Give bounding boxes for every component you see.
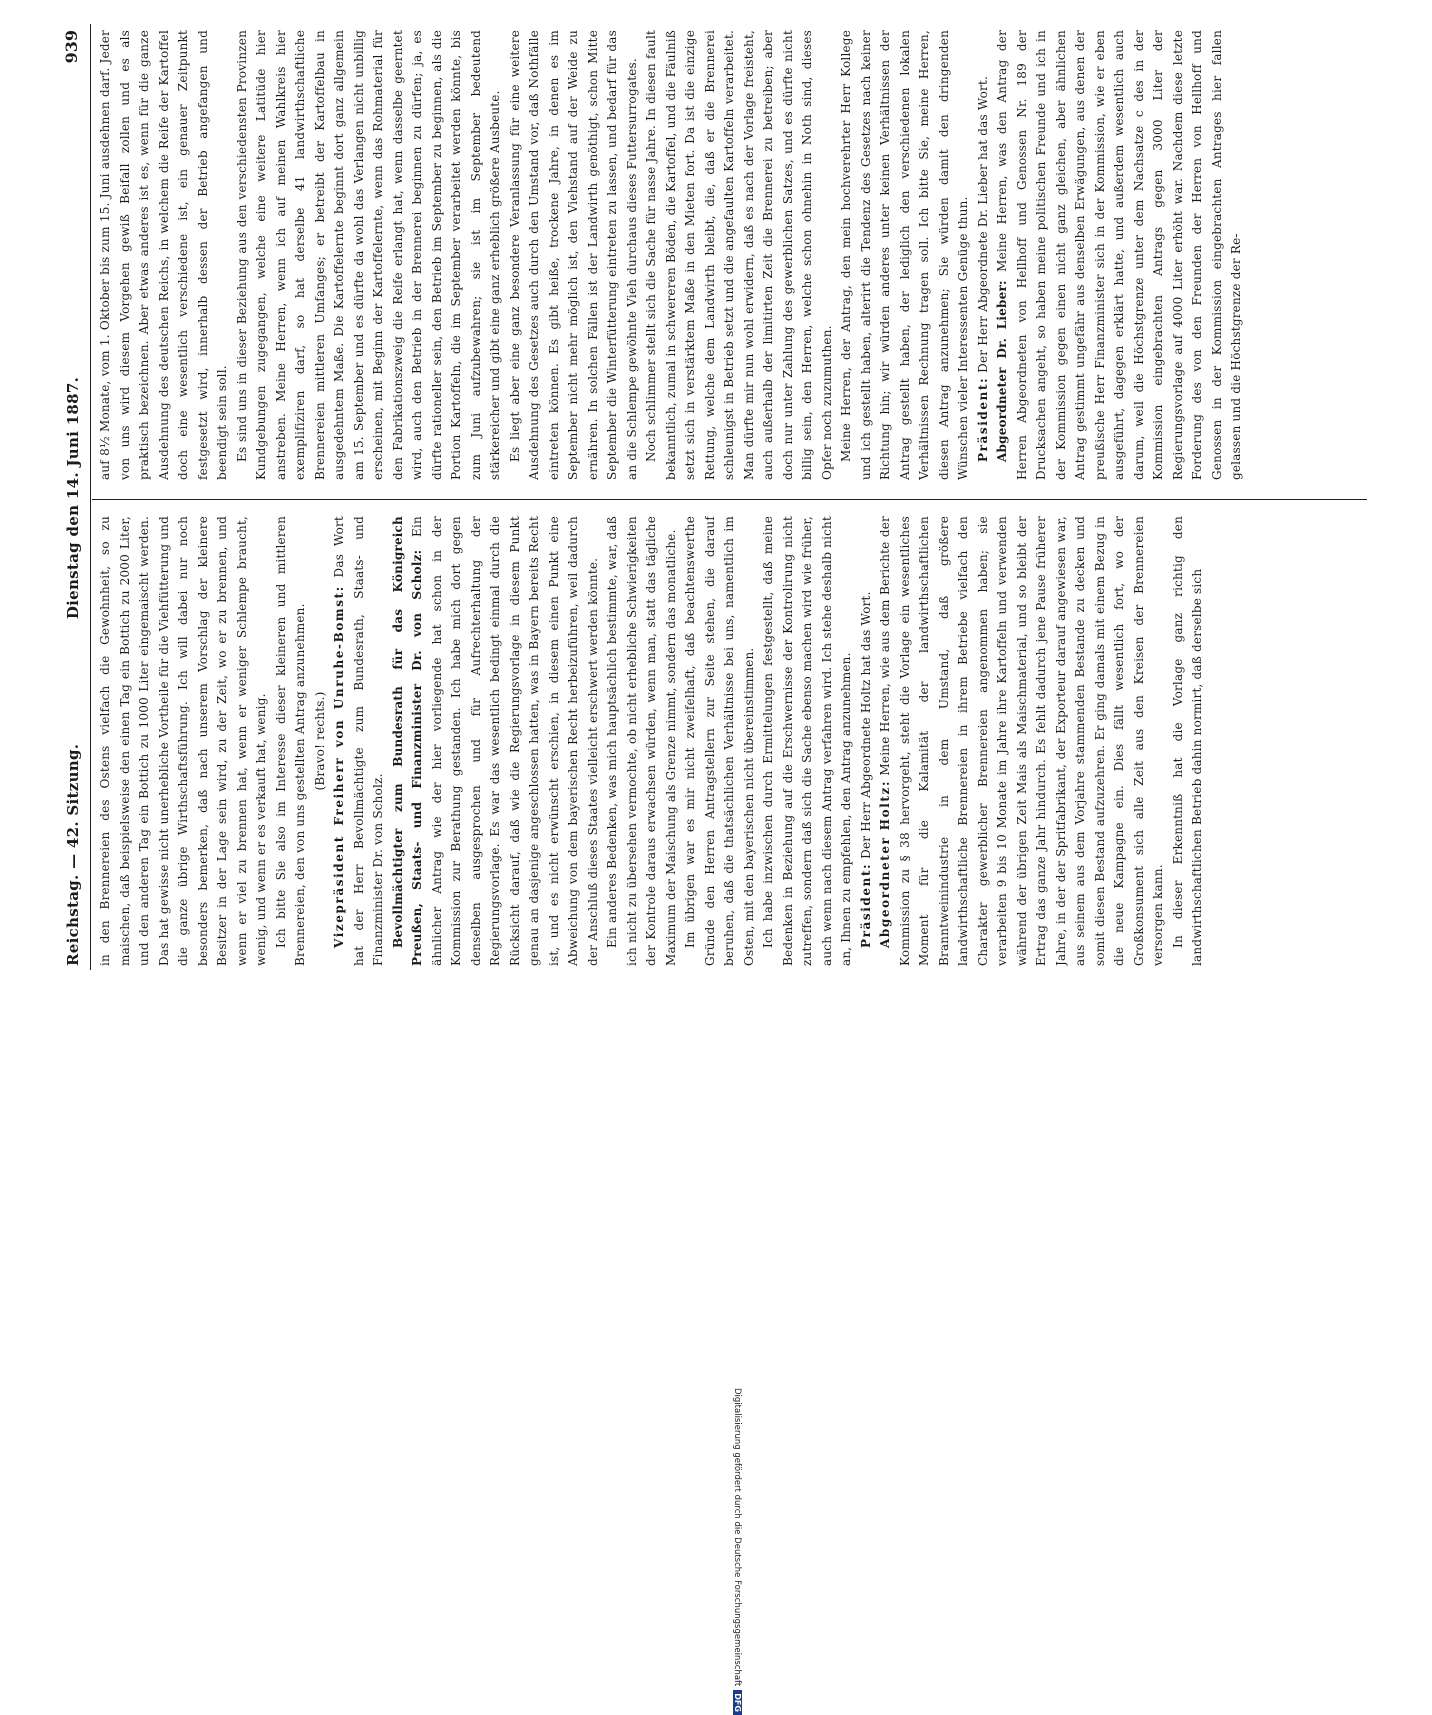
column-right [96,30,1371,480]
stamp-text: Digitalisierung gefördert durch die Deutsche Forschungsgemeinschaft [732,1388,742,1687]
speech-text: Meine Herren, was den Antrag der Herren Abgeordneten von Hellhoff und Genossen Nr. 189 der Drucksachen angeht, so haben meine politischen Freunde und ich in der Kommission gegen einen nicht ganz gleichen, aber ähnlichen Antrag gestimmt ungefähr aus denselben Erwägungen, aus denen der preußische Herr Finanzminister sich in der Kommission, wie er eben ausgeführt, dagegen erklärt hatte, und außerdem wesentlich auch darum, weil die Höchstgrenze unter dem Nachsatze c des in der Kommission eingebrachten Antrags gegen 3000 Liter der Regierungsvorlage auf 4000 Liter erhöht war. Nachdem diese letzte Forderung des von den Freunden der Herren von Hellhoff und Genossen in der Kommission eingebrachten Antrages hier fallen gelassen und die Höchstgrenze der Re- [995,30,1243,480]
speech [974,30,994,480]
speaker-label: Bevollmächtigter zum Bundesrath für das Königreich Preußen, Staats- und Finanzminister Dr. von Scholz: [390,516,424,966]
digitization-stamp [712,1388,742,1712]
interjection: (Bravo! rechts.) [312,691,327,791]
header-session: Reichstag. — 42. Sitzung. [64,743,82,966]
dfg-logo: DFG [733,1690,742,1715]
paragraph: auf 8½ Monate, vom 1. Oktober bis zum 15. Juni ausdehnen darf. Jeder von uns wird diesem Vorgehen gewiß Beifall zollen und es als praktisch bezeichnen. Aber etwas anderes ist es, wenn für die ganze Ausdehnung des deutschen Reichs, in welchem die Reife der Kartoffel doch eine wesentlich verschiedene ist, ein genauer Zeitpunkt festgesetzt wird, innerhalb dessen der Betrieb angefangen und beendigt sein soll. [98,30,229,480]
speech-text: Meine Herren, wie aus dem Berichte der Kommission zu § 38 hervorgeht, steht die Vorlage ein wesentliches Moment für die Kalamität der landwirthschaftlichen Branntweinindustrie in dem Umstand, daß größere landwirthschaftliche Brennereien in ihrem Betriebe vielfach den Charakter gewerblicher Brennereien angenommen haben; sie verarbeiten 9 bis 10 Monate im Jahre ihre Kartoffeln und verwenden während der übrigen Zeit Mais als Maischmaterial, und so bleibt der Ertrag das ganze Jahr hindurch. Es fehlt dadurch jene Pause früherer Jahre, in der der Spritfabrikant, der Exporteur darauf angewiesen war, aus seinem aus dem Vorjahre stammenden Bestande zu decken und somit diesen Bestand aufzuzehren. Er ging damals mit einem Bezug in die neue Kampagne ein. Dies fällt wesentlich fort, wo der Großkonsument sich alle Zeit aus den Kreisen der Brennereien versorgen kann. [878,516,1165,966]
paragraph: Ich bitte Sie also im Interesse dieser kleineren und mittleren Brennereien, den von uns gestellten Antrag anzunehmen. [273,516,307,966]
paragraph: in den Brennereien des Ostens vielfach die Gewohnheit, so zu maischen, daß beispielsweise den einen Tag ein Bottich zu 2000 Liter, und den anderen Tag ein Bottich zu 1000 Liter eingemaischt werden. Das hat gewisse nicht unerhebliche Vortheile für die Viehfütterung und die ganze übrige Wirthschaftsführung. Ich will dabei nur noch besonders bemerken, daß nach unserem Vorschlag der kleinere Besitzer in der Lage sein wird, zu der Zeit, wo er zu brennen, und wenn er viel zu brennen hat, wenn er weniger Schlempe braucht, wenig, und wenn er es verkauft hat, wenig. [98,516,268,966]
column-divider [92,499,1367,500]
speech-text: Das Wort hat der Herr Bevollmächtigte zum Bundesrath, Staats- und Finanzminister Dr. von Scholz. [332,516,385,966]
paragraph: Ein anderes Bedenken, was mich hauptsächlich bestimmte, war, daß ich nicht zu übersehen vermochte, ob nicht erhebliche Schwierigkeiten der Kontrole daraus erwachsen würden, wenn man, statt das tägliche Maximum der Maischung als Grenze nimmt, sondern das monatliche. [605,516,678,966]
paragraph: Im übrigen war es mir nicht zweifelhaft, daß beachtenswerthe Gründe den Herren Antragstellern zur Seite stehen, die darauf beruhen, daß die thatsächlichen Verhältnisse bei uns, namentlich im Osten, mit den bayerischen nicht übereinstimmen. [683,516,756,966]
speech [993,30,1247,480]
paragraph: Es sind uns in dieser Beziehung aus den verschiedensten Provinzen Kundgebungen zugegangen, welche eine weitere Latitüde hier anstreben. Meine Herren, wenn ich auf meinen Wahlkreis hier exemplifiziren darf, so hat derselbe 41 landwirthschaftliche Brennereien mittleren Umfanges; er betreibt der Kartoffelbau in ausgedehntem Maße. Die Kartoffelernte beginnt dort ganz allgemein am 15. September und es dürfte da wohl das Verlangen nicht unbillig erscheinen, mit Beginn der Kartoffelernte, wenn das Rohmaterial für den Fabrikationszweig die Reife erlangt hat, wenn dasselbe geerntet wird, auch den Betrieb in der Brennerei beginnen zu dürfen; ja, es dürfte rationeller sein, den Betrieb im September zu beginnen, als die Portion Kartoffeln, die im September verarbeitet werden könnte, bis zum Juni aufzubewahren; sie ist im September bedeutend stärkereicher und gibt eine ganz erheblich größere Ausbeute. [234,30,502,480]
speech [330,516,389,966]
speaker-label: Abgeordneter Dr. Lieber: [995,280,1009,462]
header-date: Dienstag den 14. Juni 1887. [64,376,82,620]
speech-text: Der Herr Abgeordnete Holtz hat das Wort. [858,591,873,859]
speech-text: Ein ähnlicher Antrag wie der hier vorliegende hat schon in der Kommission zur Berathung gestanden. Ich habe mich dort gegen denselben ausgesprochen und für Aufrechterhaltung der Regierungsvorlage. Es war das wesentlich bedingt einmal durch die Rücksicht darauf, daß wie die Regierungsvorlage in diesem Punkt genau an dasjenige angeschlossen hatten, was in Bayern bereits Recht ist, und es nicht erwünscht erschien, in diesem einen Punkt eine Abweichung von dem bayerischen Recht herbeizuführen, weil dadurch der Anschluß dieses Staates vielleicht erschwert werden könnte. [410,516,600,966]
paragraph: Ich habe inzwischen durch Ermittelungen festgestellt, daß meine Bedenken in Beziehung auf die Erschwernisse der Kontrolirung nicht zutreffen, sondern daß sich die Sache ebenso machen wird wie früher, auch wenn nach diesem Antrag verfahren wird. Ich stehe deshalb nicht an, Ihnen zu empfehlen, den Antrag anzunehmen. [761,516,853,966]
speaker-label: Abgeordneter Holtz: [878,780,892,948]
speech [857,516,877,966]
page-header [58,30,88,966]
paragraph: Es liegt aber eine ganz besondere Veranlassung für eine weitere Ausdehnung des Gesetzes auch durch den Umstand vor, daß Nothfälle eintreten können. Es gibt heiße, trockene Jahre, in denen es im September nicht mehr möglich ist, den Viehstand auf der Weide zu ernähren. In solchen Fällen ist der Landwirth genöthigt, schon Mitte September die Winterfütterung eintreten zu lassen, und bedarf für das an die Schlempe gewöhnte Vieh durchaus dieses Futtersurrogates. [507,30,639,480]
speech-text: Der Herr Abgeordnete Dr. Lieber hat das Wort. [975,75,990,373]
column-left [96,516,1371,966]
paragraph: Meine Herren, der Antrag, den mein hochverehrter Herr Kollege und ich gestellt haben, alterirt die Tendenz des Gesetzes nach keiner Richtung hin; wir würden anderes unter keinen Verhältnissen der Antrag gestellt haben, der lediglich den verschiedenen lokalen Verhältnissen Rechnung tragen soll. Ich bitte Sie, meine Herren, diesen Antrag anzunehmen; Sie würden damit den dringenden Wünschen vieler Interessenten Genüge thun. [839,30,970,480]
speaker-label: Präsident: [858,862,873,948]
paragraph: Noch schlimmer stellt sich die Sache für nasse Jahre. In diesen fault bekanntlich, zumal in schwereren Böden, die Kartoffel, und die Fäulniß setzt sich in verstärktem Maße in den Mieten fort. Da ist die einzige Rettung, welche dem Landwirth bleibt, die, daß er die Brennerei schleunigst in Betrieb setzt und die angefaulten Kartoffeln verarbeitet. Man dürfte mir nun wohl erwidern, daß es nach der Vorlage freisteht, auch außerhalb der limitirten Zeit die Brennerei zu betreiben; aber doch nur unter Zahlung des gewerblichen Satzes, und es dürfte nicht billig sein, den Herren, welche schon ohnehin in Noth sind, dieses Opfer noch zuzumuthen. [644,30,834,480]
speech [876,516,1169,966]
speech [389,516,604,966]
header-rule [90,24,91,970]
speaker-label: Präsident: [975,376,990,462]
paragraph: In dieser Erkenntniß hat die Vorlage ganz richtig den landwirthschaftlichen Betrieb dahin normirt, daß derselbe sich [1170,516,1204,966]
speaker-label: Vizepräsident Freiherr von Unruhe-Bomst: [332,585,346,948]
page-number: 939 [62,30,81,64]
